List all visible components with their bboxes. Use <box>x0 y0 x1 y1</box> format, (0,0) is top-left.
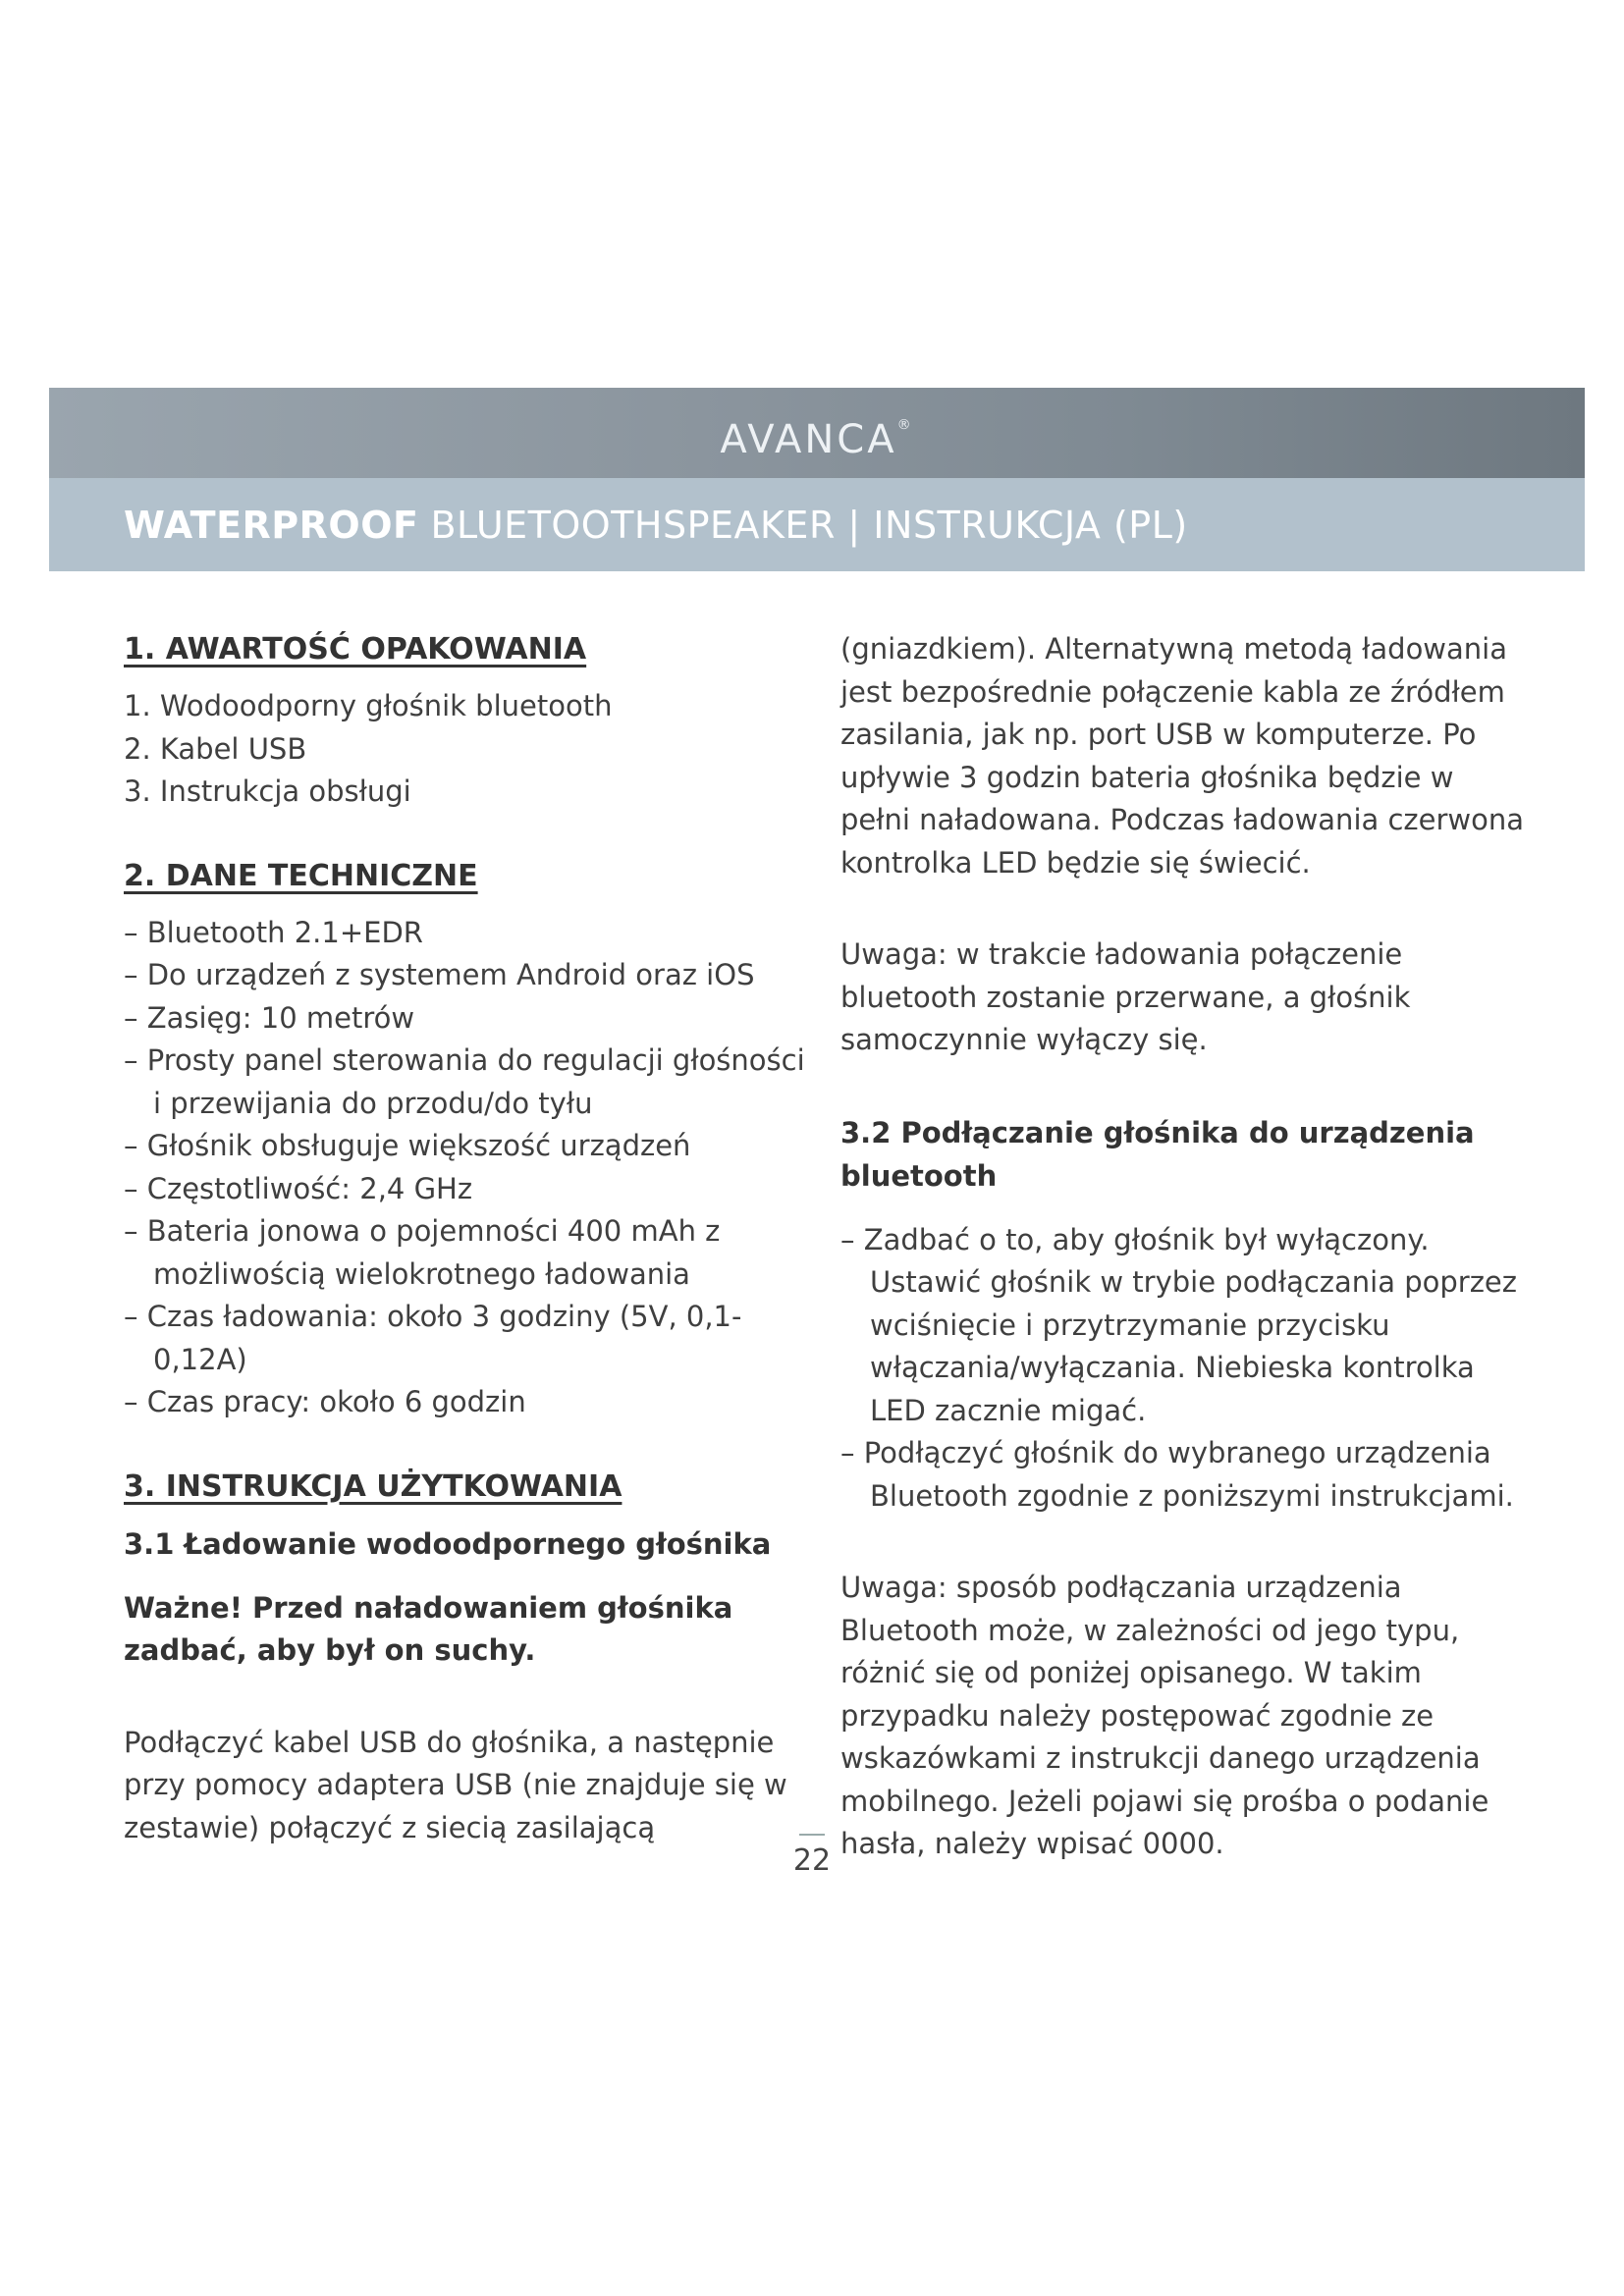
page-number: 22 <box>0 1834 1624 1878</box>
pairing-steps-list <box>840 1219 1528 1519</box>
list-item: – Częstotliwość: 2,4 GHz <box>124 1168 811 1211</box>
list-item: – Bateria jonowa o pojemności 400 mAh z możliwością wielokrotnego ładowania <box>124 1210 811 1296</box>
brand-logo: AVANCA® <box>720 417 914 462</box>
important-note: Ważne! Przed naładowaniem głośnika zadbać, aby był on suchy. <box>124 1590 733 1667</box>
charging-paragraph-continued: (gniazdkiem). Alternatywną metodą ładowania jest bezpośrednie połączenie kabla ze źródłem zasilania, jak np. port USB w komputerze. Po upływie 3 godzin bateria głośnika będzie w pełni naładowana. Podczas ładowania czerwona kontrolka LED będzie się świecić. <box>840 632 1525 880</box>
subsection-3-1-title: 3.1 Ładowanie wodoodpornego głośnika <box>124 1526 772 1561</box>
package-contents-list <box>124 685 811 814</box>
list-item: – Bluetooth 2.1+EDR <box>124 912 811 955</box>
list-item: 2. Kabel USB <box>124 731 307 766</box>
list-item: – Głośnik obsługuje większość urządzeń <box>124 1125 811 1168</box>
list-item: – Zasięg: 10 metrów <box>124 997 811 1041</box>
document-title-band <box>49 478 1585 571</box>
list-item: – Prosty panel sterowania do regulacji głośności i przewijania do przodu/do tyłu <box>124 1040 811 1125</box>
list-item: 1. Wodoodporny głośnik bluetooth <box>124 689 613 722</box>
list-item: 3. Instrukcja obsługi <box>124 774 411 808</box>
header-logo-bar <box>49 388 1585 478</box>
list-item: – Do urządzeń z systemem Android oraz iOS <box>124 954 811 997</box>
charging-paragraph: Podłączyć kabel USB do głośnika, a następnie przy pomocy adaptera USB (nie znajduje się w zestawie) połączyć z siecią zasilającą <box>124 1725 787 1844</box>
pairing-note: Uwaga: sposób podłączania urządzenia Bluetooth może, w zależności od jego typu, różnić się od poniżej opisanego. W takim przypadku należy postępować zgodnie ze wskazówkami z instrukcji danego urządzenia mobilnego. Jeżeli pojawi się prośba o podanie hasła, należy wpisać 0000. <box>840 1571 1489 1860</box>
charging-note: Uwaga: w trakcie ładowania połączenie bluetooth zostanie przerwane, a głośnik samoczynnie wyłączy się. <box>840 937 1411 1056</box>
title-rest: BLUETOOTHSPEAKER | INSTRUKCJA (PL) <box>430 503 1188 547</box>
list-item: – Czas ładowania: około 3 godziny (5V, 0,1-0,12A) <box>124 1296 811 1381</box>
left-column <box>124 628 811 1849</box>
list-item: – Czas pracy: około 6 godzin <box>124 1381 811 1424</box>
list-item: – Podłączyć głośnik do wybranego urządzenia Bluetooth zgodnie z poniższymi instrukcjami. <box>840 1432 1528 1518</box>
subsection-3-2-title: 3.2 Podłączanie głośnika do urządzenia bluetooth <box>840 1115 1475 1193</box>
title-bold: WATERPROOF <box>124 503 419 547</box>
section-1-title: 1. AWARTOŚĆ OPAKOWANIA <box>124 632 587 667</box>
section-3-title: 3. INSTRUKCJA UŻYTKOWANIA <box>124 1468 623 1504</box>
section-2-title: 2. DANE TECHNICZNE <box>124 858 478 893</box>
right-column <box>840 628 1528 1866</box>
tech-specs-list <box>124 912 811 1424</box>
list-item: – Zadbać o to, aby głośnik był wyłączony. Ustawić głośnik w trybie podłączania poprzez wciśnięcie i przytrzymanie przycisku włączania/wyłączania. Niebieska kontrolka LED zacznie migać. <box>840 1219 1528 1433</box>
